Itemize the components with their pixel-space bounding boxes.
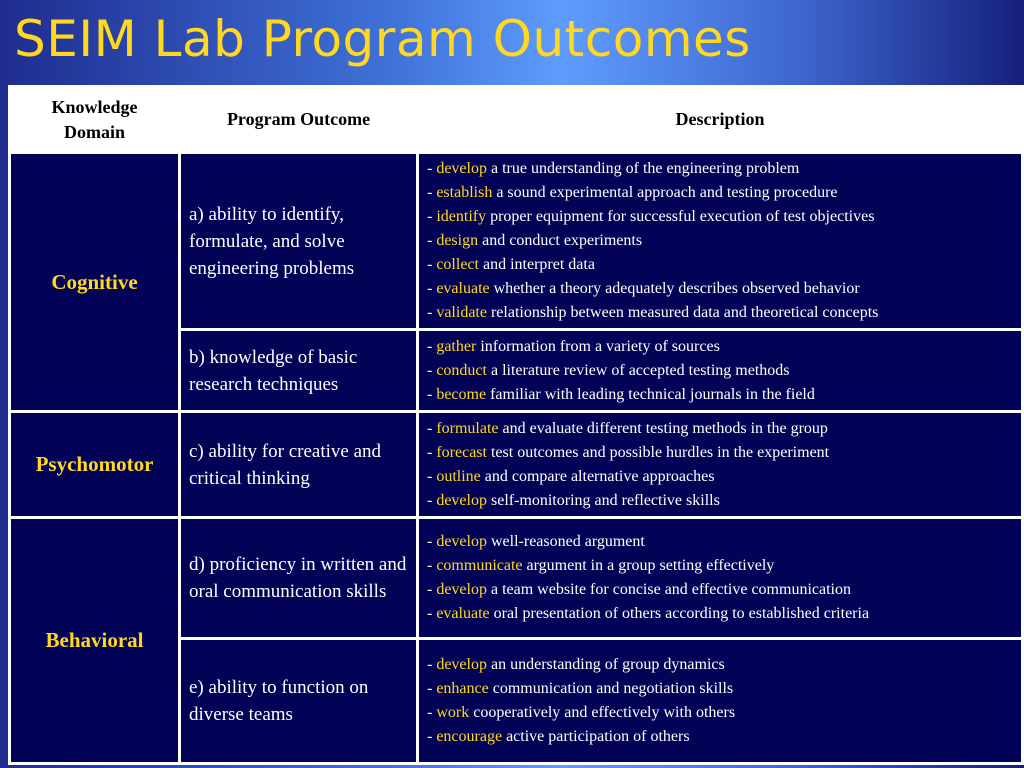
action-verb: gather [436, 337, 477, 355]
domain-psychomotor: Psychomotor [10, 412, 180, 518]
description-item: - design and conduct experiments [427, 232, 643, 249]
description-item: - work cooperatively and effectively with others [427, 704, 736, 721]
action-verb: evaluate [436, 605, 490, 622]
action-verb: develop [436, 491, 487, 509]
description-text: whether a theory adequately describes observed behavior [489, 280, 860, 297]
description-text: and conduct experiments [478, 232, 643, 249]
description-c [418, 412, 1023, 518]
description-item: - forecast test outcomes and possible hurdles in the experiment [427, 443, 830, 461]
action-verb: develop [436, 160, 487, 177]
table-row [10, 153, 1023, 330]
description-text: well-reasoned argument [486, 533, 645, 550]
action-verb: encourage [436, 728, 503, 745]
description-item: - encourage active participation of others [427, 728, 690, 745]
action-verb: conduct [436, 361, 487, 379]
action-verb: validate [436, 304, 487, 321]
description-item: - outline and compare alternative approaches [427, 467, 715, 485]
description-item: - gather information from a variety of sources [427, 337, 720, 355]
outcome-e: e) ability to function on diverse teams [180, 639, 418, 764]
action-verb: formulate [436, 419, 499, 437]
header-row [10, 87, 1023, 153]
description-item: - collect and interpret data [427, 256, 595, 273]
action-verb: collect [436, 256, 479, 273]
description-e [418, 639, 1023, 764]
description-text: a true understanding of the engineering problem [486, 160, 800, 177]
description-text: and evaluate different testing methods in the group [498, 419, 828, 437]
description-text: relationship between measured data and theoretical concepts [486, 304, 879, 321]
description-item: - develop an understanding of group dynamics [427, 656, 725, 673]
description-text: a sound experimental approach and testing procedure [492, 184, 838, 201]
description-text: and compare alternative approaches [480, 467, 715, 485]
description-item: - identify proper equipment for successful execution of test objectives [427, 208, 875, 225]
description-item: - validate relationship between measured data and theoretical concepts [427, 304, 879, 321]
action-verb: forecast [436, 443, 487, 461]
header-description: Description [418, 87, 1023, 153]
action-verb: establish [436, 184, 493, 201]
description-text: communication and negotiation skills [488, 680, 734, 697]
header-knowledge-domain: Knowledge Domain [10, 87, 180, 153]
outcome-d: d) proficiency in written and oral communication skills [180, 518, 418, 639]
action-verb: outline [436, 467, 481, 485]
description-text: familiar with leading technical journals in the field [486, 385, 815, 403]
action-verb: become [436, 385, 487, 403]
description-text: a literature review of accepted testing methods [486, 361, 790, 379]
description-text: test outcomes and possible hurdles in the experiment [486, 443, 830, 461]
description-item: - formulate and evaluate different testing methods in the group [427, 419, 828, 437]
description-item: - enhance communication and negotiation skills [427, 680, 734, 697]
description-item: - communicate argument in a group setting effectively [427, 557, 775, 574]
table-row [10, 412, 1023, 518]
description-item: - develop a true understanding of the engineering problem [427, 160, 800, 177]
action-verb: evaluate [436, 280, 490, 297]
description-text: an understanding of group dynamics [486, 656, 725, 673]
description-item: - develop well-reasoned argument [427, 533, 645, 550]
description-d [418, 518, 1023, 639]
slide-title: SEIM Lab Program Outcomes [14, 10, 751, 68]
domain-behavioral: Behavioral [10, 518, 180, 764]
action-verb: design [436, 232, 479, 249]
description-item: - conduct a literature review of accepted testing methods [427, 361, 790, 379]
description-text: self-monitoring and reflective skills [486, 491, 720, 509]
description-text: and interpret data [478, 256, 595, 273]
description-item: - evaluate oral presentation of others according to established criteria [427, 605, 870, 622]
description-text: oral presentation of others according to established criteria [489, 605, 870, 622]
outcome-c: c) ability for creative and critical thinking [180, 412, 418, 518]
action-verb: communicate [436, 557, 523, 574]
domain-cognitive: Cognitive [10, 153, 180, 412]
action-verb: identify [436, 208, 487, 225]
action-verb: develop [436, 533, 487, 550]
action-verb: enhance [436, 680, 489, 697]
description-item: - develop self-monitoring and reflective skills [427, 491, 720, 509]
table-row [10, 518, 1023, 639]
description-a [418, 153, 1023, 330]
outcomes-table [8, 85, 1024, 765]
description-b [418, 330, 1023, 412]
outcome-a: a) ability to identify, formulate, and solve engineering problems [180, 153, 418, 330]
action-verb: work [436, 704, 470, 721]
header-program-outcome: Program Outcome [180, 87, 418, 153]
description-item: - develop a team website for concise and effective communication [427, 581, 851, 598]
description-text: cooperatively and effectively with others [469, 704, 736, 721]
description-item: - evaluate whether a theory adequately describes observed behavior [427, 280, 860, 297]
description-text: proper equipment for successful execution of test objectives [486, 208, 875, 225]
description-text: information from a variety of sources [476, 337, 720, 355]
description-text: a team website for concise and effective communication [486, 581, 851, 598]
description-item: - establish a sound experimental approach and testing procedure [427, 184, 838, 201]
action-verb: develop [436, 656, 487, 673]
action-verb: develop [436, 581, 487, 598]
description-item: - become familiar with leading technical journals in the field [427, 385, 815, 403]
description-text: active participation of others [502, 728, 690, 745]
outcome-b: b) knowledge of basic research techniques [180, 330, 418, 412]
description-text: argument in a group setting effectively [522, 557, 775, 574]
